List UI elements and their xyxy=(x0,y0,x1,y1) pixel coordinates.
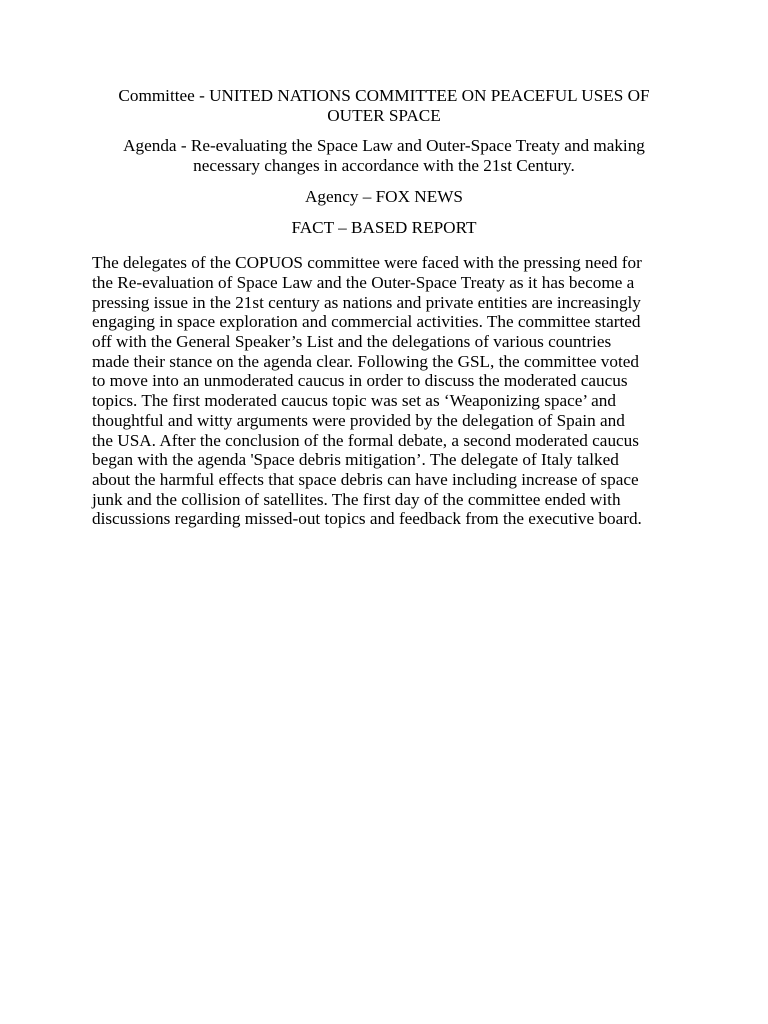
body-line: made their stance on the agenda clear. Following the GSL, the committee voted xyxy=(92,351,639,371)
body-line: the Re-evaluation of Space Law and the Outer-Space Treaty as it has become a xyxy=(92,272,635,292)
body-line: to move into an unmoderated caucus in order to discuss the moderated caucus xyxy=(92,371,628,391)
document-page xyxy=(92,86,676,529)
agency-heading: Agency – FOX NEWS xyxy=(304,186,463,206)
body-line: about the harmful effects that space debris can have including increase of space xyxy=(92,469,639,489)
body-line: the USA. After the conclusion of the formal debate, a second moderated caucus xyxy=(92,430,639,450)
report-type-heading: FACT – BASED REPORT xyxy=(291,217,477,237)
agenda-heading: Agenda - Re-evaluating the Space Law and Outer-Space Treaty and making necessary changes in accordance with the 21st Century. xyxy=(123,136,645,176)
committee-heading: Committee - UNITED NATIONS COMMITTEE ON PEACEFUL USES OF OUTER SPACE xyxy=(118,86,650,125)
body-line: engaging in space exploration and commercial activities. The committee started xyxy=(92,312,641,332)
body-line: topics. The first moderated caucus topic was set as ‘Weaponizing space’ and xyxy=(92,391,616,411)
body-line: The delegates of the COPUOS committee were faced with the pressing need for xyxy=(92,253,642,273)
body-line: began with the agenda 'Space debris mitigation’. The delegate of Italy talked xyxy=(92,450,619,470)
body-line: discussions regarding missed-out topics and feedback from the executive board. xyxy=(92,509,642,529)
body-line: junk and the collision of satellites. The first day of the committee ended with xyxy=(92,489,621,509)
report-body xyxy=(92,253,676,529)
body-line: thoughtful and witty arguments were provided by the delegation of Spain and xyxy=(92,410,625,430)
body-line: pressing issue in the 21st century as nations and private entities are increasingly xyxy=(92,292,641,312)
body-line: off with the General Speaker’s List and the delegations of various countries xyxy=(92,332,612,352)
